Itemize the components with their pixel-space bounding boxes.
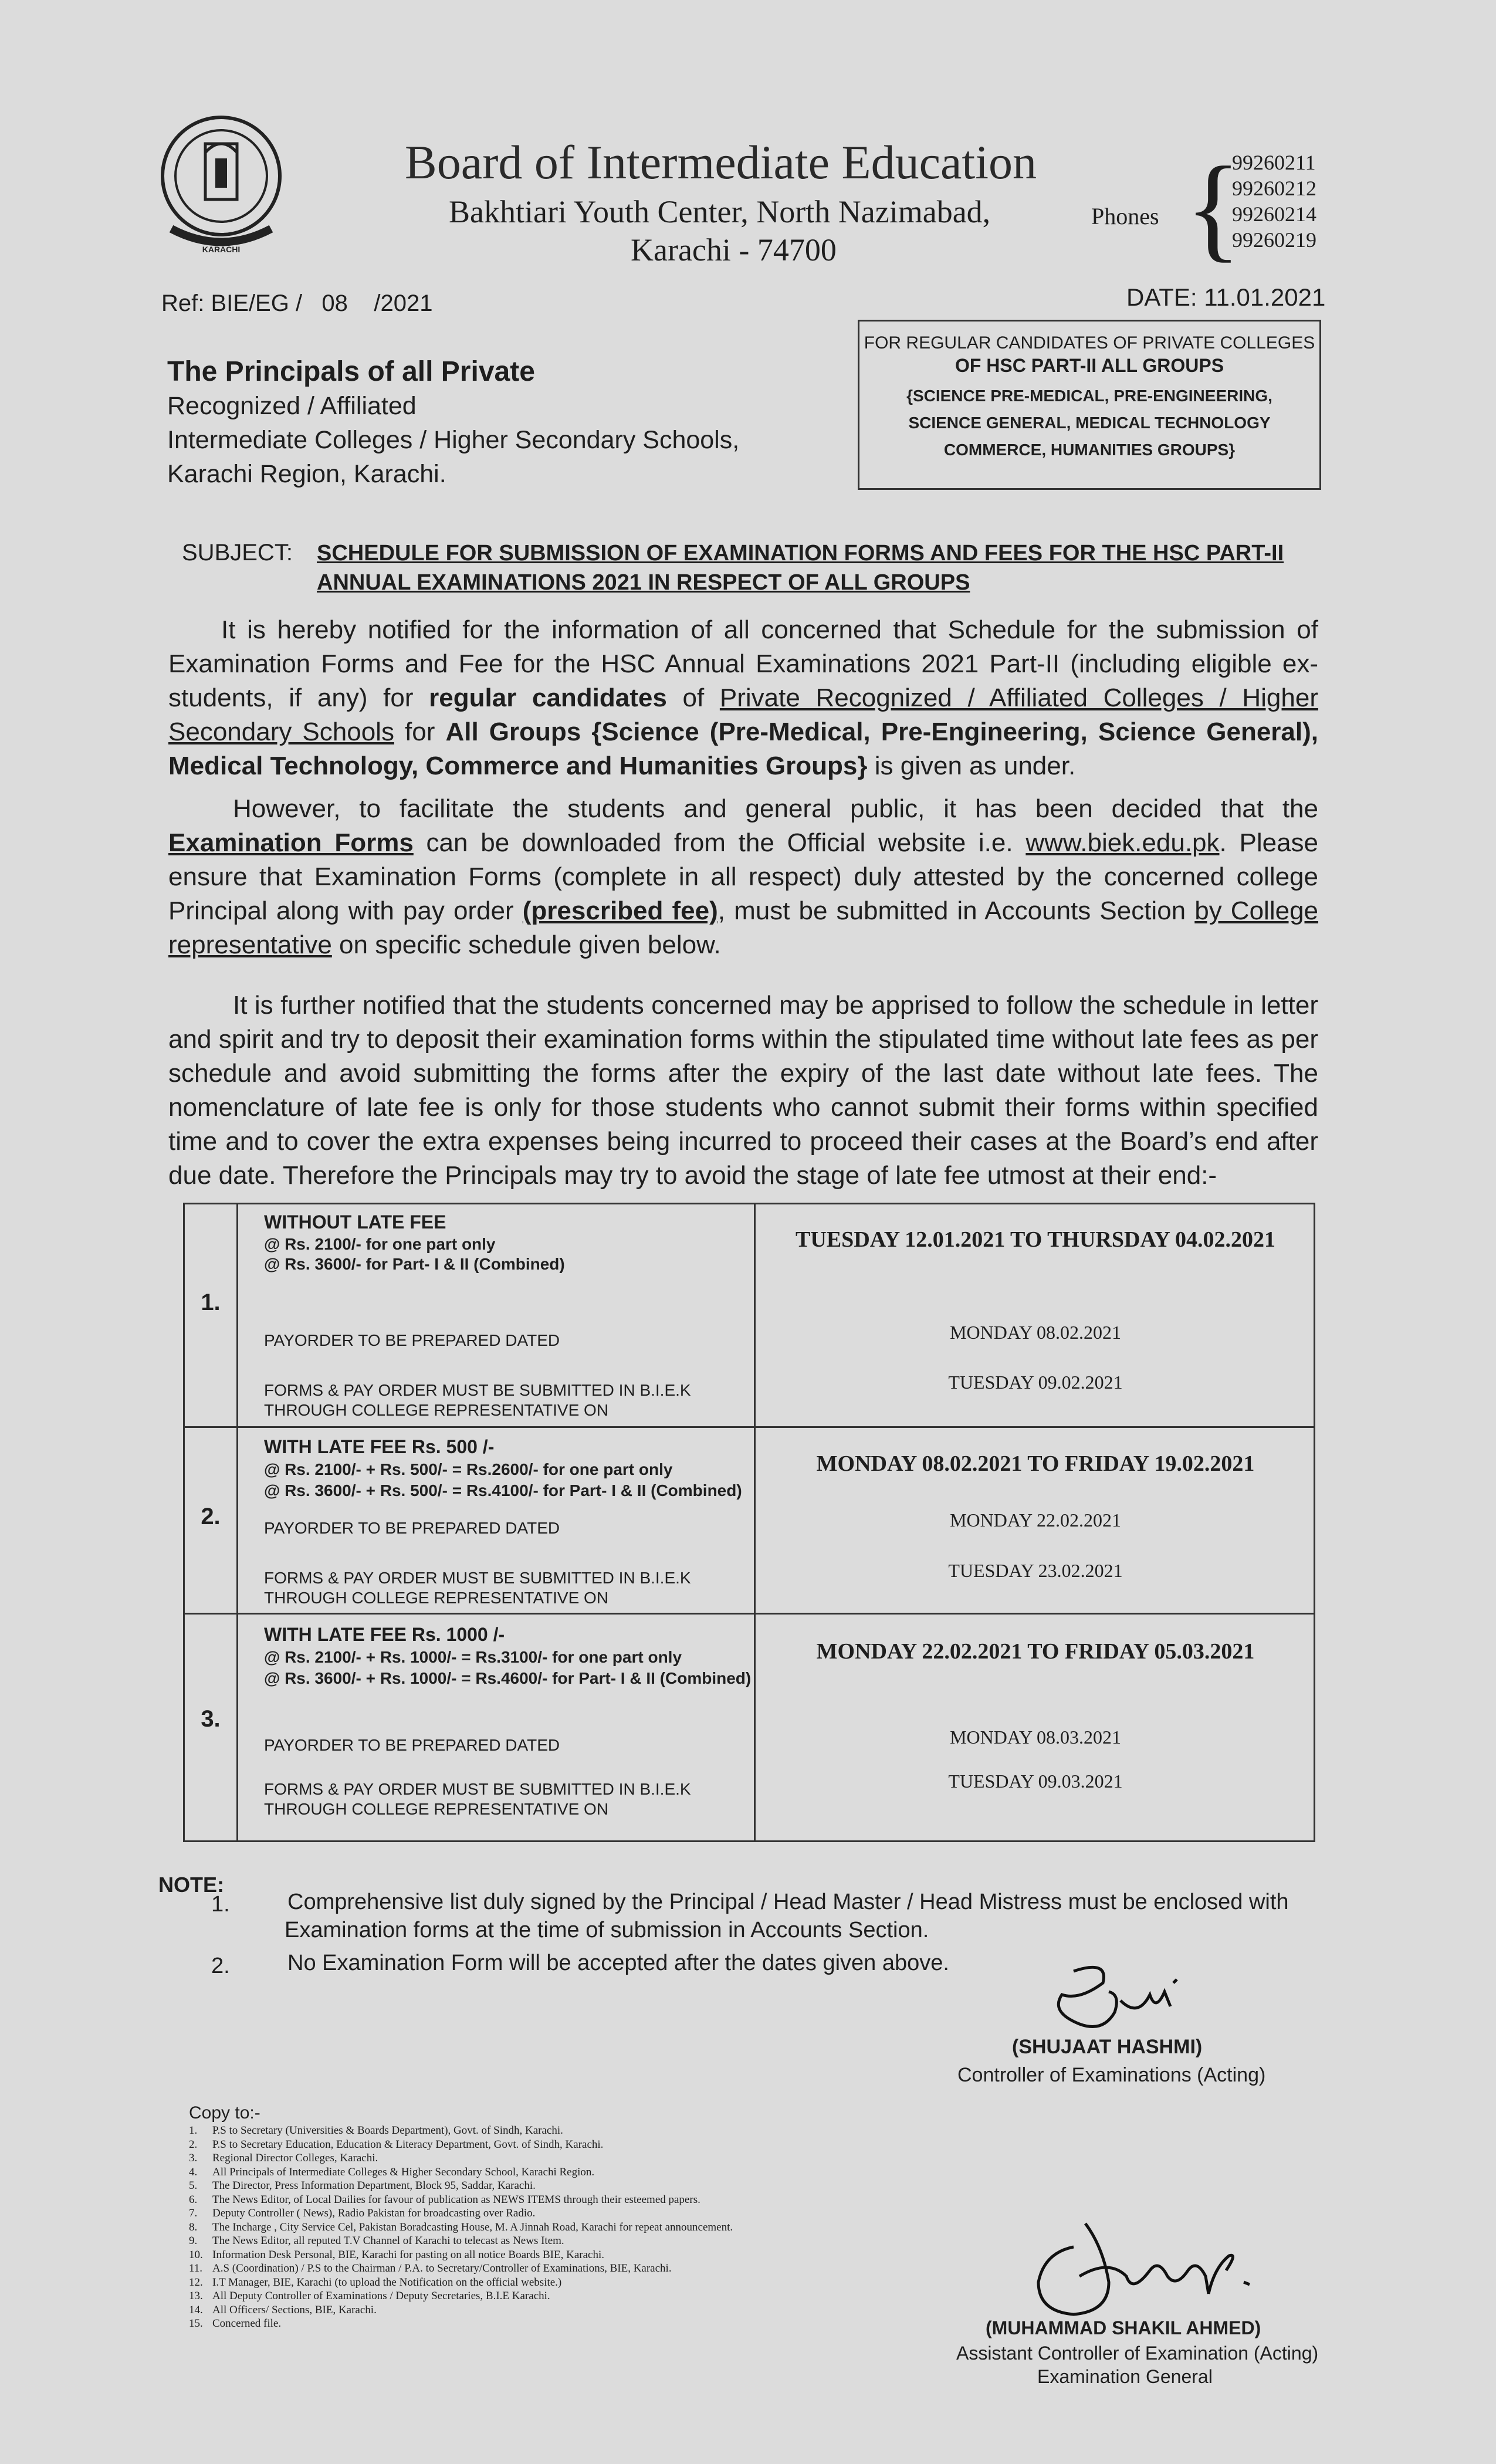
list-item: 13. All Deputy Controller of Examinations / Deputy Secretaries, B.I.E Karachi. bbox=[189, 2290, 550, 2302]
reference-number: Ref: BIE/EG / 08 /2021 bbox=[161, 290, 433, 316]
date-range: TUESDAY 12.01.2021 TO THURSDAY 04.02.2021 bbox=[796, 1227, 1275, 1252]
fee-line: @ Rs. 2100/- + Rs. 500/- = Rs.2600/- for one part only bbox=[264, 1460, 673, 1478]
row-number: 3. bbox=[201, 1706, 221, 1732]
list-item: 10. Information Desk Personal, BIE, Karachi for pasting on all notice Boards BIE, Karachi. bbox=[189, 2248, 604, 2261]
submit-label: THROUGH COLLEGE REPRESENTATIVE ON bbox=[264, 1589, 609, 1607]
payorder-date: MONDAY 08.02.2021 bbox=[950, 1322, 1121, 1343]
signatory-2-title: Assistant Controller of Examination (Acting) bbox=[956, 2343, 1319, 2364]
recipient-heading: The Principals of all Private bbox=[167, 356, 535, 387]
list-item: 8. The Incharge , City Service Cel, Pakistan Boradcasting House, M. A Jinnah Road, Karachi for repeat announcement. bbox=[189, 2221, 733, 2233]
copy-to-label: Copy to:- bbox=[189, 2103, 260, 2123]
schedule-table bbox=[183, 1203, 1315, 1842]
phone-list bbox=[1232, 150, 1316, 253]
signatory-2-name: (MUHAMMAD SHAKIL AHMED) bbox=[986, 2317, 1261, 2338]
paragraph-2 bbox=[168, 792, 1318, 962]
recipient-line: Intermediate Colleges / Higher Secondary Schools, bbox=[167, 426, 740, 454]
website-link[interactable]: www.biek.edu.pk bbox=[1025, 828, 1220, 857]
list-item: 9. The News Editor, all reputed T.V Channel of Karachi to telecast as News Item. bbox=[189, 2235, 564, 2247]
fee-title: WITHOUT LATE FEE bbox=[264, 1211, 446, 1233]
candidates-box bbox=[858, 320, 1321, 490]
signatory-1-title: Controller of Examinations (Acting) bbox=[957, 2064, 1266, 2086]
fee-line: @ Rs. 3600/- + Rs. 500/- = Rs.4100/- for Part- I & II (Combined) bbox=[264, 1481, 742, 1500]
list-item: 5. The Director, Press Information Department, Block 95, Saddar, Karachi. bbox=[189, 2179, 536, 2192]
phone-number: 99260211 bbox=[1232, 151, 1316, 174]
note-number: 2. bbox=[211, 1954, 230, 1978]
note-item bbox=[287, 1888, 1289, 1944]
box-line: OF HSC PART-II ALL GROUPS bbox=[955, 355, 1224, 376]
signature-1 bbox=[1038, 1959, 1191, 2042]
list-item: 15. Concerned file. bbox=[189, 2317, 282, 2330]
submit-date: TUESDAY 09.03.2021 bbox=[948, 1771, 1123, 1792]
para-text: , must be submitted in Accounts Section bbox=[717, 896, 1195, 925]
list-item: 2. P.S to Secretary Education, Education & Literacy Department, Govt. of Sindh, Karachi. bbox=[189, 2138, 604, 2151]
fee-line: @ Rs. 2100/- for one part only bbox=[264, 1235, 496, 1253]
logo-text: KARACHI bbox=[202, 245, 241, 254]
para-text: is given as under. bbox=[867, 752, 1076, 780]
copy-to-list bbox=[189, 2124, 733, 2331]
signatory-1-name: (SHUJAAT HASHMI) bbox=[1012, 2036, 1203, 2058]
table-divider bbox=[185, 1613, 1314, 1615]
note-number: 1. bbox=[211, 1892, 230, 1917]
table-divider bbox=[185, 1426, 1314, 1428]
phone-number: 99260214 bbox=[1232, 202, 1316, 226]
paragraph-3: It is further notified that the students concerned may be apprised to follow the schedule in letter and spirit and try to deposit their examination forms within the stipulated time without late fees as per schedule and avoid submitting the forms after the expiry of the last date without late fees. The nomenclature of late fee is only for those students who cannot submit their forms within specified time and to cover the extra expenses being incurred to proceed their cases at the Board’s end after due date. Therefore the Principals may try to avoid the stage of late fee utmost at their end:- bbox=[168, 991, 1318, 1190]
box-line: FOR REGULAR CANDIDATES OF PRIVATE COLLEGES bbox=[864, 333, 1315, 353]
payorder-label: PAYORDER TO BE PREPARED DATED bbox=[264, 1736, 560, 1754]
date-range: MONDAY 08.02.2021 TO FRIDAY 19.02.2021 bbox=[816, 1451, 1255, 1476]
letter-date: DATE: 11.01.2021 bbox=[1126, 283, 1326, 311]
subject-label: SUBJECT: bbox=[182, 540, 293, 566]
row-number: 1. bbox=[201, 1289, 221, 1315]
box-line: {SCIENCE PRE-MEDICAL, PRE-ENGINEERING, bbox=[906, 387, 1272, 405]
recipient-block bbox=[167, 355, 739, 491]
submit-date: TUESDAY 09.02.2021 bbox=[948, 1372, 1123, 1393]
note-line: Comprehensive list duly signed by the Principal / Head Master / Head Mistress must be enclosed with bbox=[287, 1890, 1289, 1914]
table-divider bbox=[236, 1204, 238, 1840]
list-item: 7. Deputy Controller ( News), Radio Pakistan for broadcasting over Radio. bbox=[189, 2207, 536, 2219]
submit-label: THROUGH COLLEGE REPRESENTATIVE ON bbox=[264, 1800, 609, 1818]
list-item: 1. P.S to Secretary (Universities & Boards Department), Govt. of Sindh, Karachi. bbox=[189, 2124, 563, 2137]
board-title: Board of Intermediate Education bbox=[405, 136, 1037, 189]
para-bold-underlined: Examination Forms bbox=[168, 828, 414, 857]
para-underlined: Private Recognized / Affiliated Colleges / Higher Secondary Schools bbox=[168, 683, 1318, 746]
list-item: 6. The News Editor, of Local Dailies for favour of publication as NEWS ITEMS through their esteemed papers. bbox=[189, 2193, 700, 2206]
signatory-2-section: Examination General bbox=[1037, 2366, 1213, 2387]
note-label: NOTE: bbox=[158, 1873, 224, 1897]
payorder-label: PAYORDER TO BE PREPARED DATED bbox=[264, 1331, 560, 1349]
subject-line: ANNUAL EXAMINATIONS 2021 IN RESPECT OF ALL GROUPS bbox=[317, 570, 970, 595]
fee-title: WITH LATE FEE Rs. 1000 /- bbox=[264, 1624, 505, 1645]
list-item: 3. Regional Director Colleges, Karachi. bbox=[189, 2152, 378, 2164]
para-bold-underlined: (prescribed fee) bbox=[522, 896, 718, 925]
board-seal-logo bbox=[154, 111, 289, 258]
para-text: However, to facilitate the students and general public, it has been decided that the bbox=[233, 794, 1318, 823]
recipient-line: Karachi Region, Karachi. bbox=[167, 460, 446, 488]
box-line: COMMERCE, HUMANITIES GROUPS} bbox=[943, 441, 1236, 459]
para-text: can be downloaded from the Official website i.e. bbox=[413, 828, 1026, 857]
phone-number: 99260212 bbox=[1232, 177, 1316, 200]
payorder-date: MONDAY 08.03.2021 bbox=[950, 1727, 1121, 1748]
list-item: 4. All Principals of Intermediate Colleges & Higher Secondary School, Karachi Region. bbox=[189, 2165, 595, 2178]
signature-2 bbox=[1033, 2212, 1279, 2329]
date-range: MONDAY 22.02.2021 TO FRIDAY 05.03.2021 bbox=[816, 1639, 1255, 1664]
submit-label: FORMS & PAY ORDER MUST BE SUBMITTED IN B.I.E.K bbox=[264, 1780, 691, 1798]
submit-date: TUESDAY 23.02.2021 bbox=[948, 1560, 1123, 1581]
para-underlined: by College representative bbox=[168, 896, 1319, 959]
para-text: for bbox=[394, 717, 446, 746]
para-bold: regular candidates bbox=[429, 683, 667, 712]
para-text: on specific schedule given below. bbox=[331, 930, 721, 959]
note-line: Examination forms at the time of submission in Accounts Section. bbox=[285, 1918, 929, 1942]
para-bold: All Groups {Science (Pre-Medical, Pre-Engineering, Science General), Medical Technology, Commerce and Humanities Groups} bbox=[168, 717, 1318, 780]
fee-line: @ Rs. 3600/- + Rs. 1000/- = Rs.4600/- for Part- I & II (Combined) bbox=[264, 1669, 752, 1687]
fee-title: WITH LATE FEE Rs. 500 /- bbox=[264, 1436, 495, 1457]
phone-number: 99260219 bbox=[1232, 228, 1316, 252]
subject-line: SCHEDULE FOR SUBMISSION OF EXAMINATION FORMS AND FEES FOR THE HSC PART-II bbox=[317, 541, 1284, 566]
phones-brace: { bbox=[1185, 143, 1241, 273]
board-address-line1: Bakhtiari Youth Center, North Nazimabad, bbox=[449, 194, 991, 229]
phones-label: Phones bbox=[1091, 203, 1159, 229]
board-address-line2: Karachi - 74700 bbox=[631, 232, 837, 268]
list-item: 11. A.S (Coordination) / P.S to the Chairman / P.A. to Secretary/Controller of Examinations, BIE, Karachi. bbox=[189, 2262, 672, 2275]
submit-label: FORMS & PAY ORDER MUST BE SUBMITTED IN B.I.E.K bbox=[264, 1569, 691, 1587]
submit-label: THROUGH COLLEGE REPRESENTATIVE ON bbox=[264, 1401, 609, 1419]
row-number: 2. bbox=[201, 1504, 221, 1529]
payorder-label: PAYORDER TO BE PREPARED DATED bbox=[264, 1519, 560, 1537]
subject-text bbox=[317, 539, 1284, 597]
list-item: 14. All Officers/ Sections, BIE, Karachi. bbox=[189, 2303, 377, 2316]
submit-label: FORMS & PAY ORDER MUST BE SUBMITTED IN B.I.E.K bbox=[264, 1381, 691, 1399]
fee-line: @ Rs. 3600/- for Part- I & II (Combined) bbox=[264, 1255, 565, 1273]
note-item: No Examination Form will be accepted after the dates given above. bbox=[287, 1951, 949, 1975]
paragraph-1 bbox=[168, 613, 1318, 783]
list-item: 12. I.T Manager, BIE, Karachi (to upload the Notification on the official website.) bbox=[189, 2276, 562, 2289]
fee-line: @ Rs. 2100/- + Rs. 1000/- = Rs.3100/- for one part only bbox=[264, 1648, 682, 1666]
para-text: . Please ensure that Examination Forms (complete in all respect) duly attested by the concerned college Principal along with pay order bbox=[168, 828, 1319, 925]
para-text: of bbox=[666, 683, 720, 712]
payorder-date: MONDAY 22.02.2021 bbox=[950, 1509, 1121, 1531]
para-text: It is hereby notified for the information of all concerned that Schedule for the submission of Examination Forms and Fee for the HSC Annual Examinations 2021 Part-II (including eligible ex-students, if any) for bbox=[168, 615, 1318, 712]
recipient-line: Recognized / Affiliated bbox=[167, 392, 417, 420]
box-line: SCIENCE GENERAL, MEDICAL TECHNOLOGY bbox=[908, 414, 1271, 432]
